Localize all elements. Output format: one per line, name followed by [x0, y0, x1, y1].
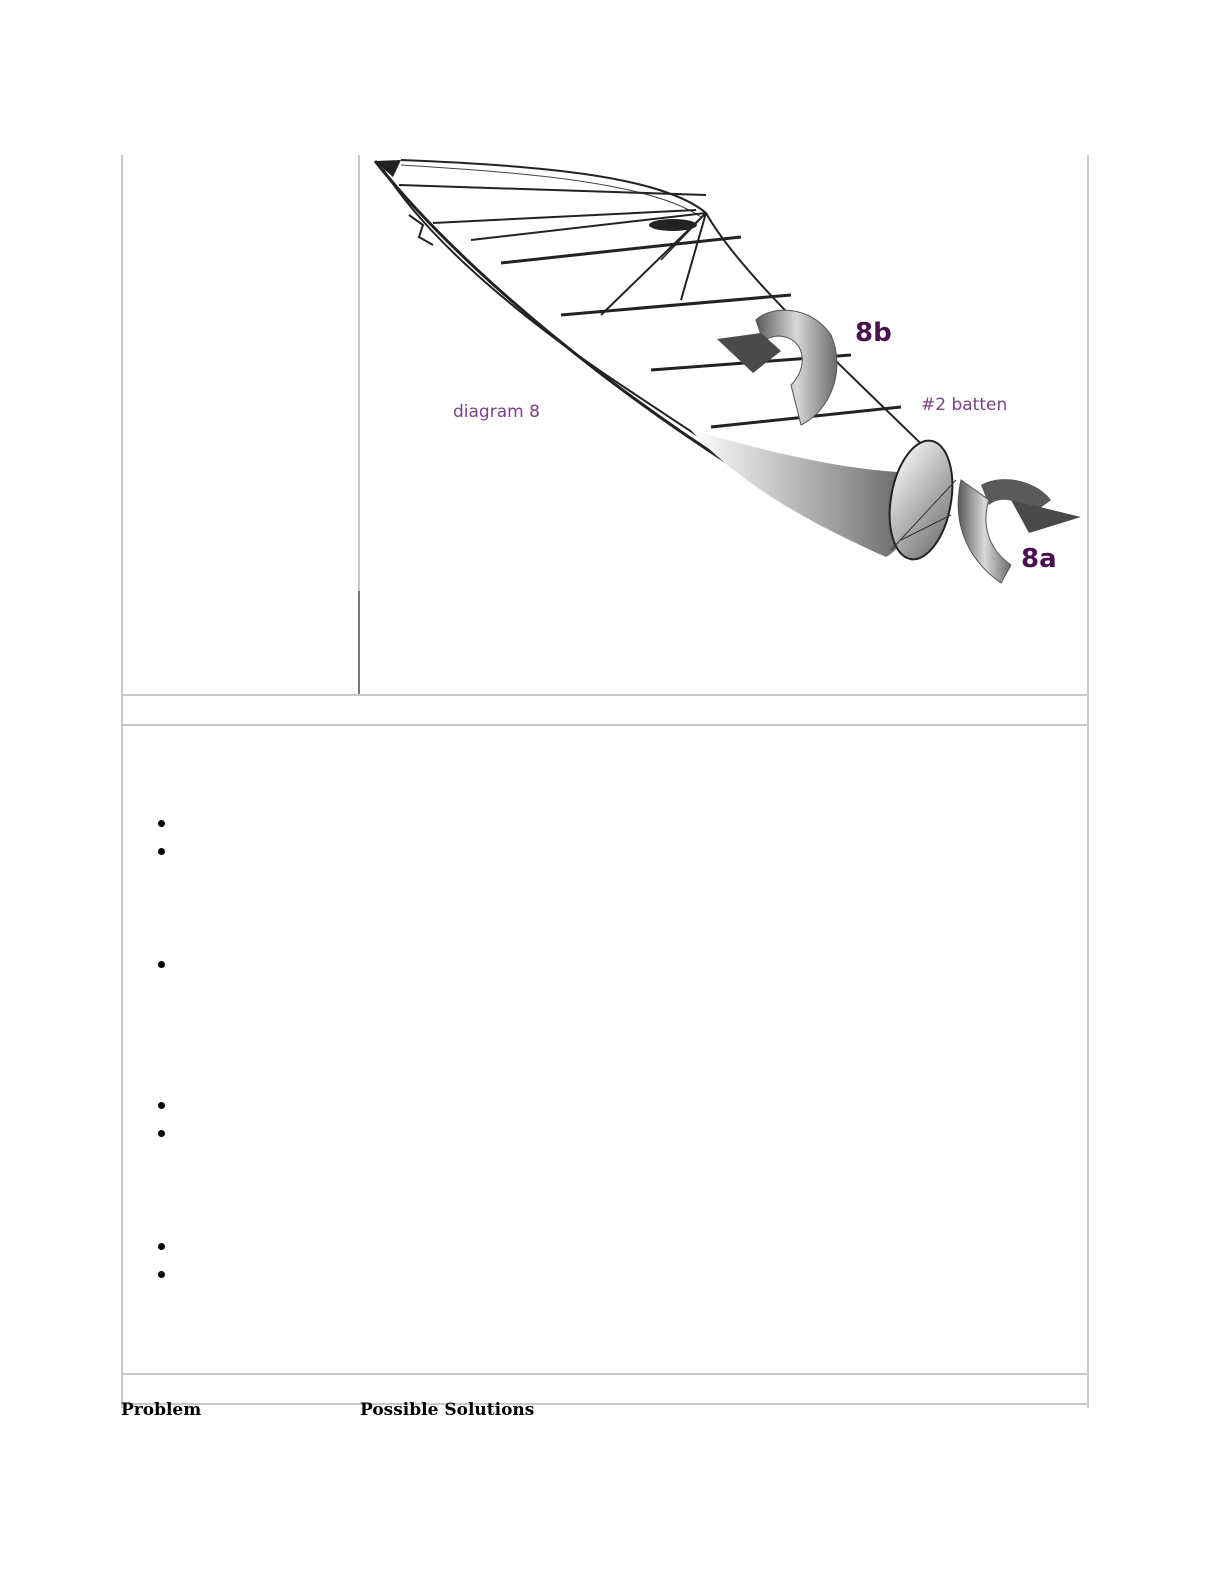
arrow-8a-label: 8a — [1021, 544, 1057, 574]
content-table — [121, 155, 1089, 1420]
list-bullet — [158, 1271, 165, 1278]
diagram-caption: diagram 8 — [453, 402, 540, 422]
column-divider-dark — [358, 591, 360, 695]
row-divider — [121, 724, 1089, 726]
table-border-right — [1087, 155, 1089, 1408]
solutions-column-header: Possible Solutions — [360, 1400, 535, 1420]
list-bullet — [158, 1102, 165, 1109]
row-divider — [121, 1373, 1089, 1375]
batten-label: #2 batten — [921, 395, 1008, 415]
sail-diagram-image — [361, 155, 1085, 591]
list-bullet — [158, 1130, 165, 1137]
list-bullet — [158, 1243, 165, 1250]
list-bullet — [158, 820, 165, 827]
arrow-8b-label: 8b — [855, 318, 892, 348]
list-bullet — [158, 848, 165, 855]
problem-column-header: Problem — [121, 1400, 202, 1420]
list-bullet — [158, 961, 165, 968]
table-border-left — [121, 155, 123, 1408]
row-divider — [121, 694, 1089, 696]
